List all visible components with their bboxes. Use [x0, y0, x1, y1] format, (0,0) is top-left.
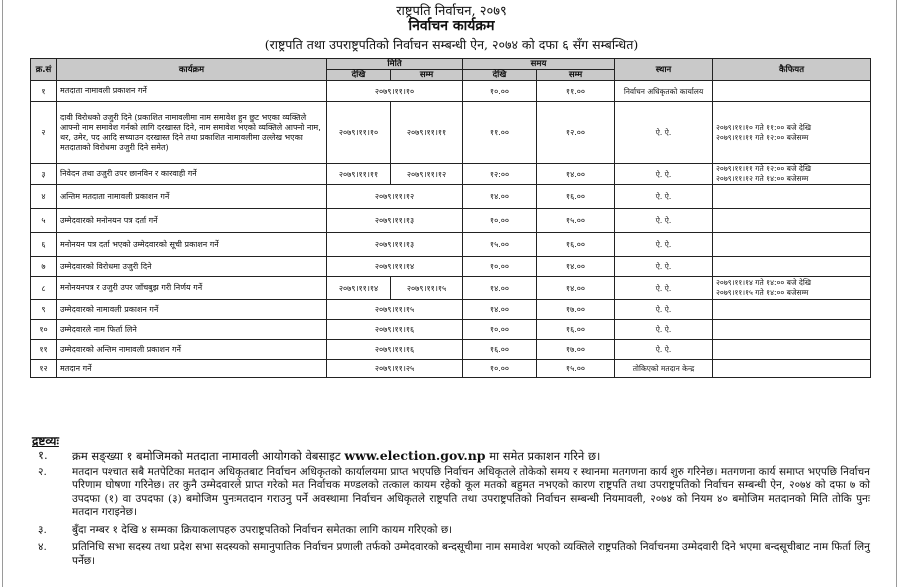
- cell-task: उम्मेदवारको मनोनयन पत्र दर्ता गर्ने: [57, 209, 327, 233]
- cell-task: उम्मेदवारको विरोधमा उजुरी दिने: [57, 257, 327, 277]
- cell-time-to: १७.००: [537, 340, 615, 360]
- col-header-time: समय: [463, 59, 615, 70]
- note-text: मा समेत प्रकाशन गरिने छ।: [489, 449, 601, 463]
- note-text: मतदान पश्चात सबै मतपेटिका मतदान अधिकृतबाट निर्वाचन अधिकृतको कार्यालयमा प्राप्त भएपछि निर्वाचन अधिकृतले तोकेको समय र स्थानमा मतगणना कार्य शुरु गरिनेछ। मतगणना कार्य समाप्त भएपछि निर्वाचन परिणाम घोषणा गरिनेछ। तर कुनै उम्मेदवारले प्राप्त गरेको मत निर्वाचक मण्डलको तत्काल कायम रहेको कूल मतको बहुमत नभएको कारण राष्ट्रपति तथा उपराष्ट्रपतिको निर्वाचन सम्बन्धी ऐन, २०७४ को दफा ७ को उपदफा (१) वा उपदफा (३) बमोजिम पुनःमतदान गराउनु पर्ने अवस्थामा निर्वाचन अधिकृतले राष्ट्रपति तथा उपराष्ट्रपतिको निर्वाचन सम्बन्धी नियमावली, २०७४ को नियम ४० बमोजिम मतदानको मिति तोकि पुनः मतदान गराइनेछ।: [72, 465, 870, 518]
- cell-task: अन्तिम मतदाता नामावली प्रकाशन गर्ने: [57, 185, 327, 209]
- cell-date: २०७९।११।१३: [327, 233, 463, 257]
- remark-line: २०७९।११।१० गते ११:०० बजे देखि: [716, 122, 811, 132]
- cell-time-from: १६.००: [463, 340, 537, 360]
- cell-place: ऐ. ऐ.: [615, 257, 713, 277]
- cell-sn: १२: [31, 360, 57, 378]
- cell-date-from: २०७९।११।१४: [327, 277, 391, 300]
- cell-remark: [713, 300, 871, 320]
- cell-remark: [713, 257, 871, 277]
- cell-time-to: ११.००: [537, 81, 615, 102]
- table-row: [31, 102, 871, 164]
- cell-remark: [713, 102, 871, 164]
- cell-task: मनोनयन पत्र दर्ता भएको उम्मेदवारको सूची प्रकाशन गर्ने: [57, 233, 327, 257]
- cell-remark: [713, 164, 871, 185]
- cell-date-to: २०७९।११।१५: [391, 277, 463, 300]
- cell-sn: ३: [31, 164, 57, 185]
- cell-place: निर्वाचन अधिकृतको कार्यालय: [615, 81, 713, 102]
- col-header-date-to: सम्म: [391, 70, 463, 81]
- cell-time-from: १४.००: [463, 277, 537, 300]
- cell-sn: ५: [31, 209, 57, 233]
- cell-sn: १: [31, 81, 57, 102]
- note-number: ३.: [38, 523, 47, 536]
- cell-task: उम्मेदवारको नामावली प्रकाशन गर्ने: [57, 300, 327, 320]
- table-row: [31, 257, 871, 277]
- cell-remark: [713, 340, 871, 360]
- cell-place: ऐ. ऐ.: [615, 340, 713, 360]
- page-border-right: [896, 0, 897, 587]
- cell-time-to: १२.००: [537, 102, 615, 164]
- cell-remark: [713, 233, 871, 257]
- cell-time-from: १०.००: [463, 81, 537, 102]
- cell-remark: [713, 360, 871, 378]
- table-row: [31, 360, 871, 378]
- cell-time-to: १६.००: [537, 185, 615, 209]
- note-number: ४.: [38, 541, 47, 553]
- note-text: प्रतिनिधि सभा सदस्य तथा प्रदेश सभा सदस्यको समानुपातिक निर्वाचन प्रणाली तर्फको उम्मेदवारको बन्दसूचीमा नाम समावेश भएको व्यक्तिले राष्ट्रपतिको निर्वाचनमा उम्मेदवारी दिने भएमा बन्दसूचीबाट नाम फिर्ता लिनु पर्नेछ।: [72, 541, 870, 567]
- cell-remark: [713, 185, 871, 209]
- col-header-place: स्थान: [615, 59, 713, 81]
- cell-sn: ८: [31, 277, 57, 300]
- cell-time-to: १६.००: [537, 233, 615, 257]
- cell-time-to: १४.००: [537, 277, 615, 300]
- cell-place: ऐ. ऐ.: [615, 164, 713, 185]
- cell-date: २०७९।११।१४: [327, 257, 463, 277]
- cell-sn: ९: [31, 300, 57, 320]
- cell-place: ऐ. ऐ.: [615, 320, 713, 340]
- note-item: [30, 466, 870, 520]
- remark-line: २०७९।११।११ गते १२:०० बजे देखि: [716, 164, 811, 173]
- cell-remark: [713, 209, 871, 233]
- table-row: [31, 209, 871, 233]
- cell-sn: २: [31, 102, 57, 164]
- schedule-table: [30, 58, 871, 378]
- note-item: [30, 541, 870, 568]
- schedule-table-body: [31, 81, 871, 378]
- cell-date-to: २०७९।११।१२: [391, 164, 463, 185]
- remark-line: २०७९।११।१५ गते १४:०० बजेसम्म: [716, 288, 809, 297]
- note-text: बुँदा नम्बर १ देखि ४ सम्मका क्रियाकलापहरु उपराष्ट्रपतिको निर्वाचन समेतका लागि कायम गरिएको छ।: [72, 523, 453, 536]
- cell-time-to: १५.००: [537, 209, 615, 233]
- cell-place: ऐ. ऐ.: [615, 185, 713, 209]
- cell-date-to: २०७९।११।११: [391, 102, 463, 164]
- cell-remark: [713, 277, 871, 300]
- col-header-date: मिति: [327, 59, 463, 70]
- cell-task: उम्मेदवारले नाम फिर्ता लिने: [57, 320, 327, 340]
- col-header-task: कार्यक्रम: [57, 59, 327, 81]
- cell-task: निवेदन तथा उजुरी उपर छानविन र कारवाही गर्ने: [57, 164, 327, 185]
- cell-task: दावी विरोधको उजुरी दिने (प्रकाशित नामावलीमा नाम समावेश हुन छुट भएका व्यक्तिले आफ्नो नाम समावेश गर्नको लागि दरखास्त दिने, नाम समावेश भएको व्यक्तिले आफ्नो नाम, थर, उमेर, पद आदि सच्याउन दरखास्त दिने तथा प्रकाशित नामावलीमा उल्लेख भएका मतदाताको विरोधमा उजुरी दिने समेत): [57, 102, 327, 164]
- cell-time-from: १०.००: [463, 360, 537, 378]
- note-item: [30, 524, 870, 538]
- note-number: १.: [38, 448, 48, 462]
- table-row: [31, 300, 871, 320]
- table-row: [31, 81, 871, 102]
- note-text: क्रम सङ्ख्या १ बमोजिमको मतदाता नामावली आयोगको वेबसाइट: [72, 449, 341, 463]
- col-header-date-from: देखि: [327, 70, 391, 81]
- cell-place: ऐ. ऐ.: [615, 300, 713, 320]
- cell-sn: १०: [31, 320, 57, 340]
- remark-line: २०७९।११।११ गते १२:०० बजेसम्म: [716, 132, 809, 142]
- cell-place: ऐ. ऐ.: [615, 277, 713, 300]
- cell-time-from: १०.००: [463, 257, 537, 277]
- notes-section: [30, 432, 870, 570]
- cell-date: २०७९।११।१०: [327, 81, 463, 102]
- cell-time-to: १६.००: [537, 320, 615, 340]
- cell-date: २०७९।११।१६: [327, 320, 463, 340]
- cell-task: मतदाता नामावली प्रकाशन गर्ने: [57, 81, 327, 102]
- cell-time-to: १४.००: [537, 257, 615, 277]
- cell-time-from: १४.००: [463, 185, 537, 209]
- cell-place: ऐ. ऐ.: [615, 209, 713, 233]
- col-header-remark: कैफियत: [713, 59, 871, 81]
- cell-remark: [713, 320, 871, 340]
- cell-date: २०७९।११।१५: [327, 300, 463, 320]
- cell-date-from: २०७९।११।१०: [327, 102, 391, 164]
- cell-place: ऐ. ऐ.: [615, 233, 713, 257]
- cell-sn: ४: [31, 185, 57, 209]
- table-row: [31, 164, 871, 185]
- cell-date: २०७९।११।१२: [327, 185, 463, 209]
- col-header-time-to: सम्म: [537, 70, 615, 81]
- cell-place: ऐ. ऐ.: [615, 102, 713, 164]
- cell-time-from: ११.००: [463, 102, 537, 164]
- cell-time-from: १५.००: [463, 233, 537, 257]
- table-row: [31, 277, 871, 300]
- cell-time-to: १५.००: [537, 360, 615, 378]
- cell-date-from: २०७९।११।११: [327, 164, 391, 185]
- page-title: निर्वाचन कार्यक्रम: [408, 18, 495, 34]
- cell-date: २०७९।११।२५: [327, 360, 463, 378]
- remark-line: २०७९।११।१४ गते १४:०० बजे देखि: [716, 278, 811, 287]
- cell-task: उम्मेदवारको अन्तिम नामावली प्रकाशन गर्ने: [57, 340, 327, 360]
- table-row: [31, 233, 871, 257]
- note-number: २.: [38, 465, 47, 478]
- page-subtitle: (राष्ट्रपति तथा उपराष्ट्रपतिको निर्वाचन सम्बन्धी ऐन, २०७४ को दफा ६ सँग सम्बन्धित): [264, 37, 639, 52]
- cell-sn: ७: [31, 257, 57, 277]
- page-border-left: [2, 0, 3, 587]
- cell-sn: ११: [31, 340, 57, 360]
- table-row: [31, 340, 871, 360]
- cell-time-from: १०.००: [463, 320, 537, 340]
- cell-time-from: १४.००: [463, 300, 537, 320]
- cell-time-from: १०.००: [463, 209, 537, 233]
- col-header-time-from: देखि: [463, 70, 537, 81]
- cell-task: मनोनयनपत्र र उजुरी उपर जाँचबुझ गरी निर्णय गर्ने: [57, 277, 327, 300]
- table-row: [31, 185, 871, 209]
- election-heading: राष्ट्रपति निर्वाचन, २०७९: [396, 4, 507, 19]
- remark-line: २०७९।११।१२ गते १४:०० बजेसम्म: [716, 174, 809, 183]
- cell-time-to: १७.००: [537, 300, 615, 320]
- notes-title: द्रष्टव्यः: [32, 434, 59, 448]
- note-item: [30, 449, 870, 464]
- cell-date: २०७९।११।१६: [327, 340, 463, 360]
- election-website-link[interactable]: www.election.gov.np: [344, 448, 486, 463]
- col-header-sn: क्र.सं: [31, 59, 57, 81]
- cell-sn: ६: [31, 233, 57, 257]
- cell-date: २०७९।११।१३: [327, 209, 463, 233]
- cell-time-to: १४.००: [537, 164, 615, 185]
- cell-time-from: १२:००: [463, 164, 537, 185]
- cell-remark: [713, 81, 871, 102]
- table-row: [31, 320, 871, 340]
- cell-place: तोकिएको मतदान केन्द्र: [615, 360, 713, 378]
- cell-task: मतदान गर्ने: [57, 360, 327, 378]
